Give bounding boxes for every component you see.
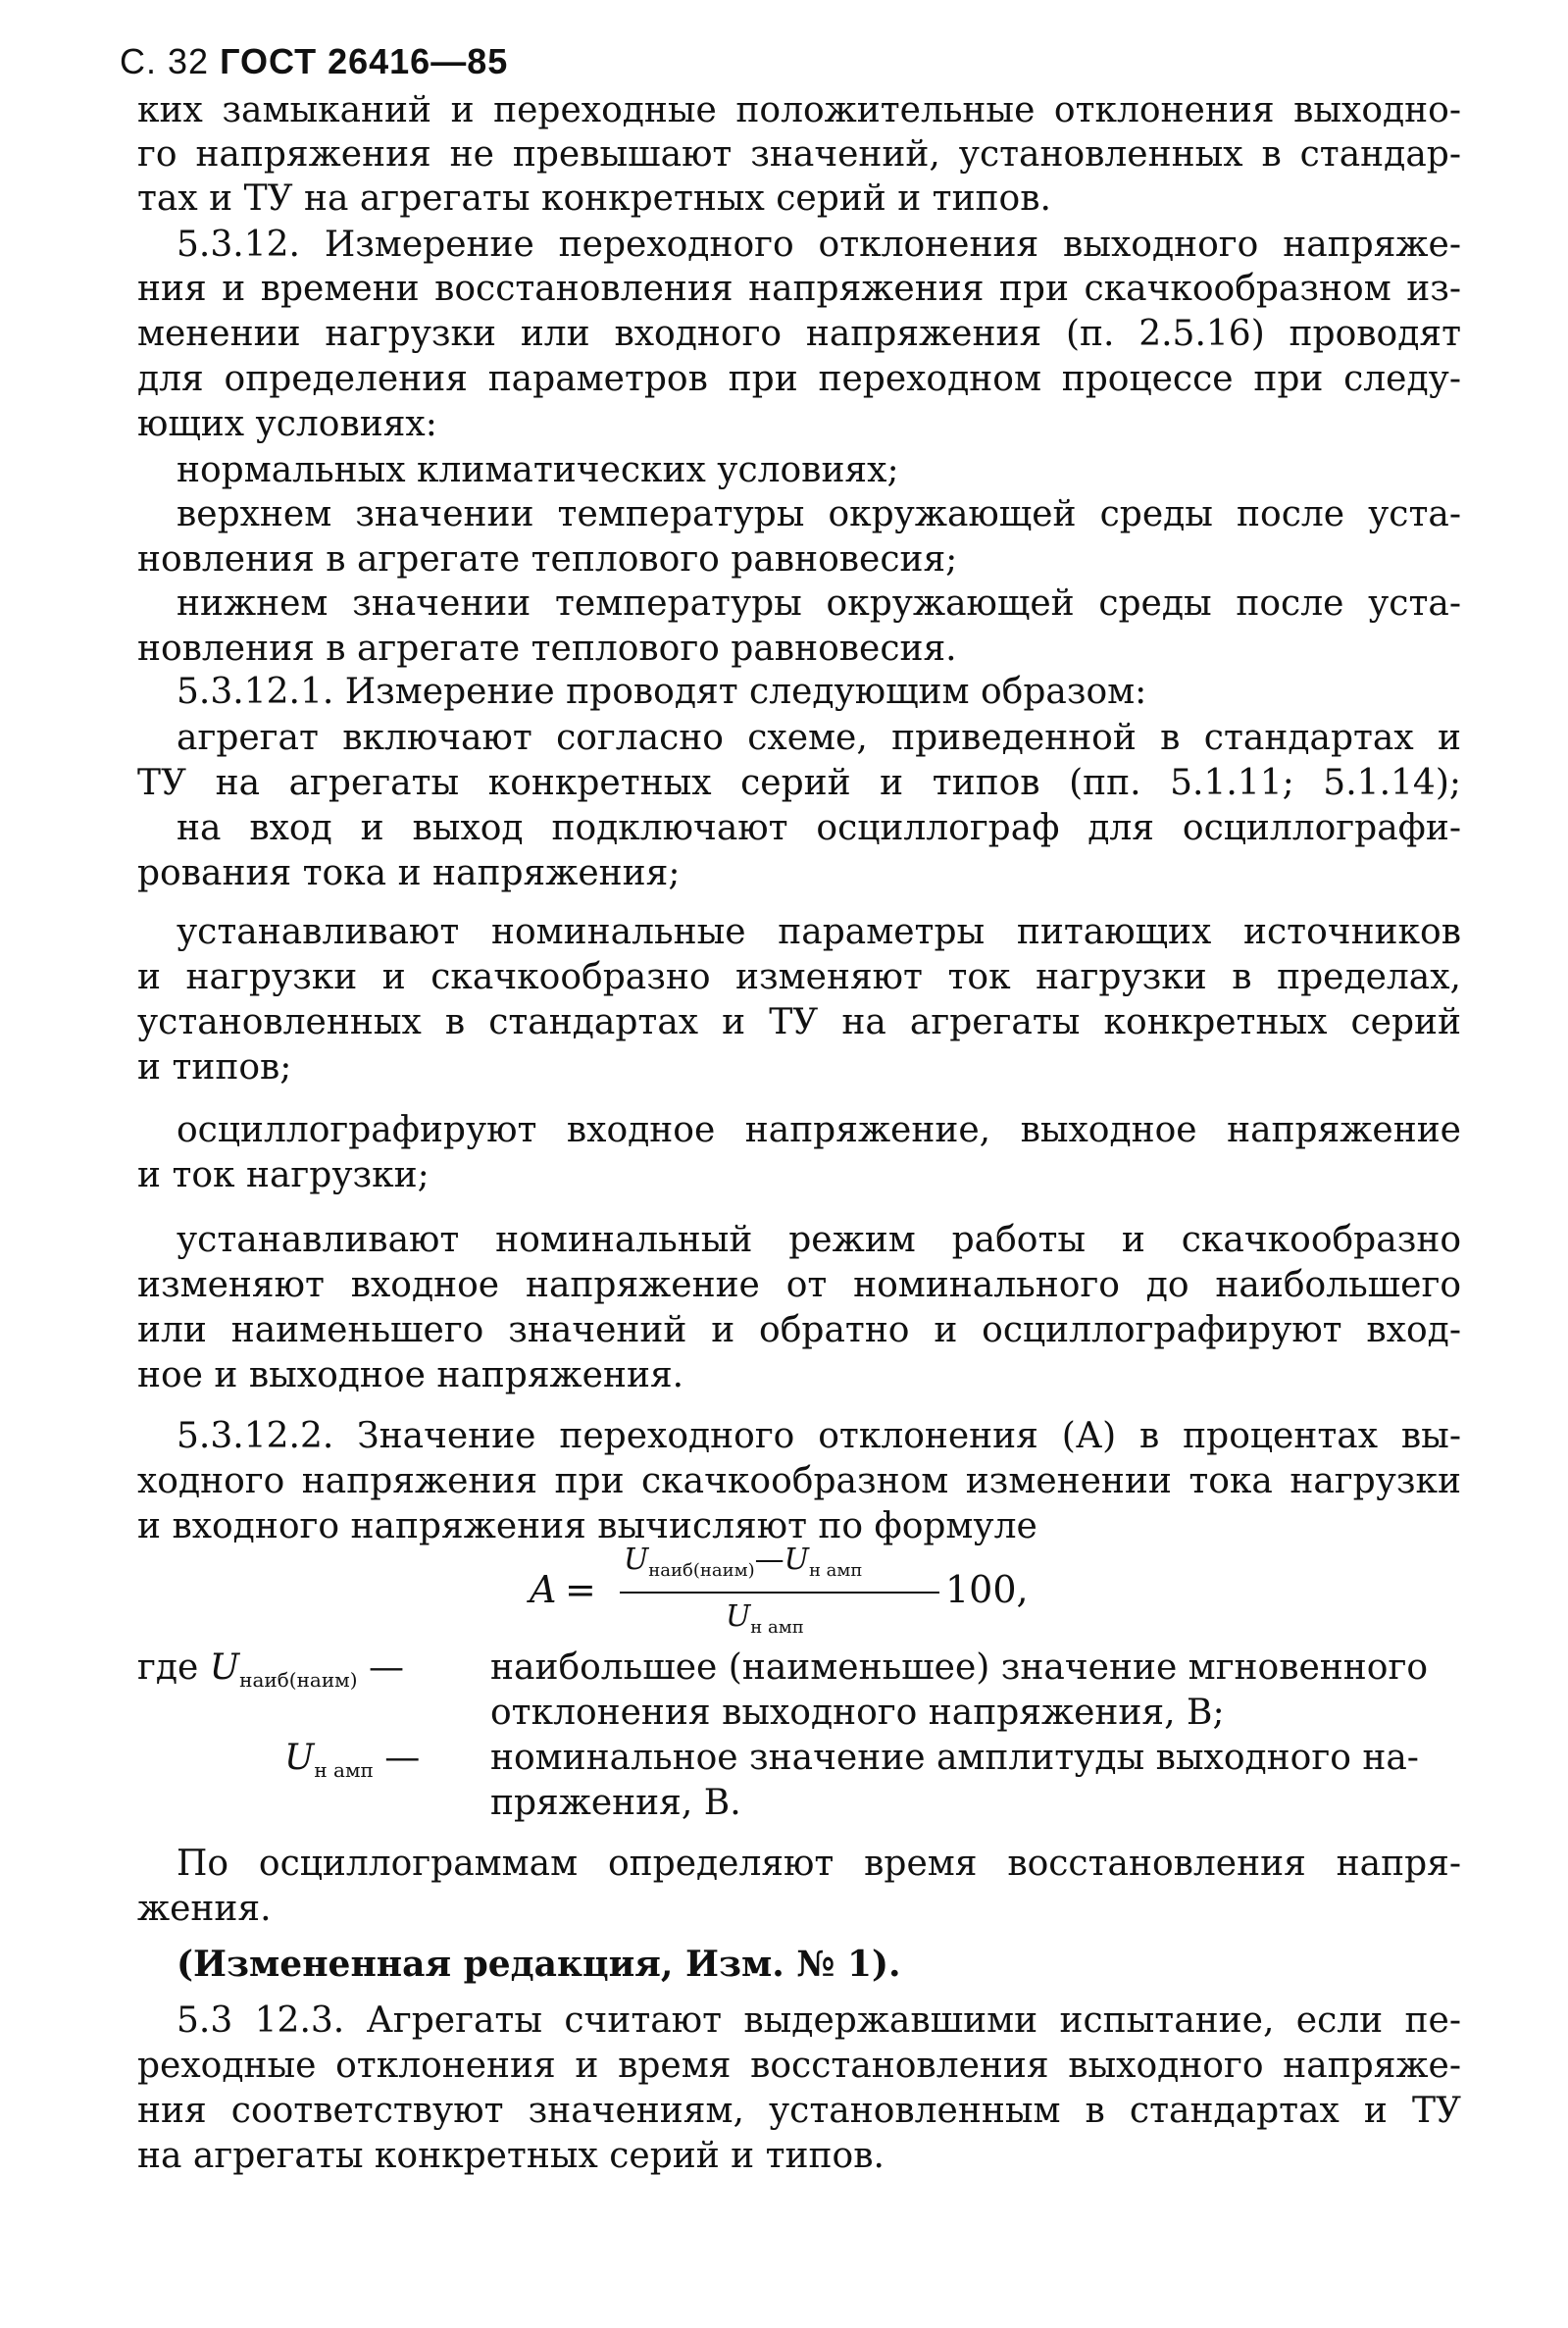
text-line: на вход и выход подключают осциллограф для осциллографи-	[177, 808, 1461, 848]
text-line: ТУ на агрегаты конкретных серий и типов (пп. 5.1.11; 5.1.14);	[137, 763, 1461, 803]
text-line: го напряжения не превышают значений, установленных в стандар-	[137, 134, 1461, 175]
text-line: новления в агрегате теплового равновесия.	[137, 629, 957, 669]
where-item-2-text: пряжения, В.	[490, 1783, 741, 1823]
text-line: верхнем значении температуры окружающей среды после уста-	[177, 494, 1461, 534]
text-line: для определения параметров при переходном процессе при следу-	[137, 359, 1461, 399]
where-item-1-symbol: где $U_{наиб(наим)}$ —	[137, 1647, 404, 1693]
standard-code: ГОСТ 26416—85	[220, 41, 509, 81]
text-line: и типов;	[137, 1047, 292, 1088]
text-line: рования тока и напряжения;	[137, 853, 681, 893]
text-line: изменяют входное напряжение от номинального до наибольшего	[137, 1265, 1461, 1305]
formula-multiplier: 100,	[945, 1568, 1029, 1611]
formula-equals: =	[565, 1568, 596, 1611]
formula-numerator: $U_{наиб(наим)}—U_{н амп}$	[624, 1543, 863, 1581]
where-item-2-symbol: $U_{н амп}$ —	[284, 1738, 421, 1783]
where-item-1-text: наибольшее (наименьшее) значение мгновенного	[490, 1647, 1428, 1688]
page-number: С. 32	[120, 41, 210, 81]
fraction-bar	[620, 1592, 939, 1594]
text-line: 5.3 12.3. Агрегаты считают выдержавшими испытание, если пе-	[177, 2000, 1461, 2041]
text-line: установленных в стандартах и ТУ на агрегаты конкретных серий	[137, 1002, 1461, 1042]
text-line: ких замыканий и переходные положительные отклонения выходно-	[137, 90, 1461, 130]
page-header	[120, 41, 508, 82]
text-line: ющих условиях:	[137, 404, 437, 444]
text-line: ходного напряжения при скачкообразном изменении тока нагрузки	[137, 1461, 1461, 1501]
text-line: на агрегаты конкретных серий и типов.	[137, 2136, 885, 2176]
formula-denominator: $U_{н амп}$	[726, 1599, 804, 1638]
text-line: 5.3.12. Измерение переходного отклонения выходного напряже-	[177, 225, 1461, 265]
text-line: жения.	[137, 1889, 272, 1929]
text-line: нижнем значении температуры окружающей среды после уста-	[177, 583, 1461, 624]
text-line: нормальных климатических условиях;	[177, 450, 899, 490]
where-item-1-text: отклонения выходного напряжения, В;	[490, 1693, 1225, 1733]
text-line: устанавливают номинальные параметры питающих источников	[177, 912, 1461, 952]
text-line: менении нагрузки или входного напряжения (п. 2.5.16) проводят	[137, 314, 1461, 354]
amendment-note: (Измененная редакция, Изм. № 1).	[177, 1944, 901, 1985]
text-line: и входного напряжения вычисляют по формуле	[137, 1506, 1037, 1546]
text-line: тах и ТУ на агрегаты конкретных серий и типов.	[137, 178, 1051, 219]
text-line: или наименьшего значений и обратно и осциллографируют вход-	[137, 1310, 1461, 1350]
text-line: и нагрузки и скачкообразно изменяют ток нагрузки в пределах,	[137, 957, 1461, 997]
text-line: По осциллограммам определяют время восстановления напря-	[177, 1844, 1461, 1884]
text-line: реходные отклонения и время восстановления выходного напряже-	[137, 2046, 1461, 2086]
text-line: и ток нагрузки;	[137, 1155, 430, 1195]
text-line: ния и времени восстановления напряжения при скачкообразном из-	[137, 269, 1461, 309]
text-line: новления в агрегате теплового равновесия;	[137, 539, 958, 580]
text-line: 5.3.12.2. Значение переходного отклонения (А) в процентах вы-	[177, 1416, 1461, 1456]
text-line: ния соответствуют значениям, установленным в стандартах и ТУ	[137, 2091, 1461, 2131]
formula-lhs: A	[530, 1568, 557, 1611]
text-line: устанавливают номинальный режим работы и скачкообразно	[177, 1220, 1461, 1260]
where-item-2-text: номинальное значение амплитуды выходного на-	[490, 1738, 1419, 1778]
text-line: ное и выходное напряжения.	[137, 1355, 684, 1395]
text-line: осциллографируют входное напряжение, выходное напряжение	[177, 1110, 1461, 1150]
text-line: агрегат включают согласно схеме, приведенной в стандартах и	[177, 718, 1461, 758]
text-line: 5.3.12.1. Измерение проводят следующим образом:	[177, 672, 1147, 712]
formula	[530, 1535, 1039, 1643]
